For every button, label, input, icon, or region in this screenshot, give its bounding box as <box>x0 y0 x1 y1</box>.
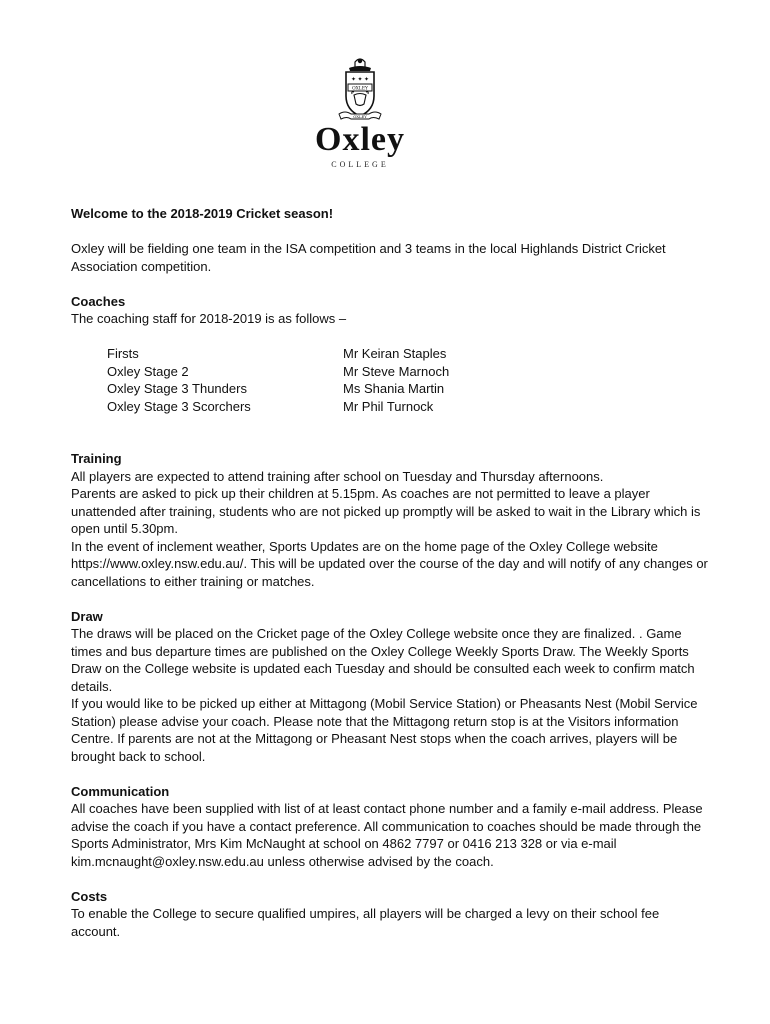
crest-icon <box>337 56 383 122</box>
coach-team: Oxley Stage 3 Scorchers <box>107 398 251 414</box>
coaches-heading: Coaches <box>71 293 126 309</box>
training-heading: Training <box>71 451 122 466</box>
coach-team: Oxley Stage 2 <box>107 363 189 379</box>
welcome-title: Welcome to the 2018-2019 Cricket season! <box>71 206 334 221</box>
svg-text:✦: ✦ <box>351 76 357 83</box>
training-paragraph-3: In the event of inclement weather, Sports Updates are on the home page of the Oxley College website https://www.oxley.nsw.edu.au/. This will be updated over the course of the day and will notify of any changes or cancellations to either training or matches. <box>71 538 708 589</box>
coach-name: Mr Keiran Staples <box>343 346 447 361</box>
coaches-table <box>107 345 449 415</box>
coach-name: Mr Phil Turnock <box>343 398 434 414</box>
coach-row <box>107 398 449 416</box>
intro-paragraph: Oxley will be fielding one team in the ISA competition and 3 teams in the local Highlands District Cricket Association competition. <box>71 241 666 274</box>
training-paragraph-2: Parents are asked to pick up their children at 5.15pm. As coaches are not permitted to leave a player unattended after training, students who are not picked up promptly will be asked to wait in the Library which is open until 5.30pm. <box>71 486 701 536</box>
college-logo <box>300 56 420 174</box>
communication-paragraph: All coaches have been supplied with list of at least contact phone number and a family e-mail address. Please advise the coach if you have a contact preference. All communication to coaches should be made through the Sports Administrator, Mrs Kim McNaught at school on 4862 7797 or 0416 213 328 or via e-mail kim.mcnaught@oxley.nsw.edu.au unless otherwise advised by the coach. <box>71 801 703 869</box>
coach-row <box>107 363 449 381</box>
coach-team: Oxley Stage 3 Thunders <box>107 381 247 396</box>
svg-text:OXLEY: OXLEY <box>353 114 367 119</box>
logo-wordmark: Oxley <box>315 121 405 158</box>
costs-heading: Costs <box>71 888 108 904</box>
coaches-intro: The coaching staff for 2018-2019 is as follows – <box>71 311 347 326</box>
coach-team: Firsts <box>107 346 139 361</box>
svg-text:✦: ✦ <box>357 76 363 83</box>
coach-name: Mr Steve Marnoch <box>343 363 450 379</box>
coach-row <box>107 345 449 363</box>
coach-row <box>107 380 449 398</box>
svg-text:✦: ✦ <box>364 76 370 83</box>
document-body <box>71 205 711 940</box>
draw-heading: Draw <box>71 608 103 624</box>
svg-text:OXLEY: OXLEY <box>351 86 369 92</box>
costs-paragraph: To enable the College to secure qualified umpires, all players will be charged a levy on their school fee account. <box>71 906 660 939</box>
draw-paragraph-2: If you would like to be picked up either at Mittagong (Mobil Service Station) or Pheasants Nest (Mobil Service Station) please advise your coach. Please note that the Mittagong return stop is at the Visitors information Centre. If parents are not at the Mittagong or Pheasant Nest stops when the coach arrives, players will be brought back to school. <box>71 696 698 764</box>
draw-paragraph-1: The draws will be placed on the Cricket page of the Oxley College website once they are finalized. . Game times and bus departure times are published on the Oxley College Weekly Sports Draw. The Weekly Sports Draw on the College website is updated each Tuesday and should be consulted each week to confirm match details. <box>71 626 695 694</box>
training-paragraph-1: All players are expected to attend training after school on Tuesday and Thursday afternoons. <box>71 468 604 484</box>
logo-subtitle: COLLEGE <box>331 160 389 169</box>
coach-name: Ms Shania Martin <box>343 381 445 396</box>
communication-heading: Communication <box>71 783 170 799</box>
